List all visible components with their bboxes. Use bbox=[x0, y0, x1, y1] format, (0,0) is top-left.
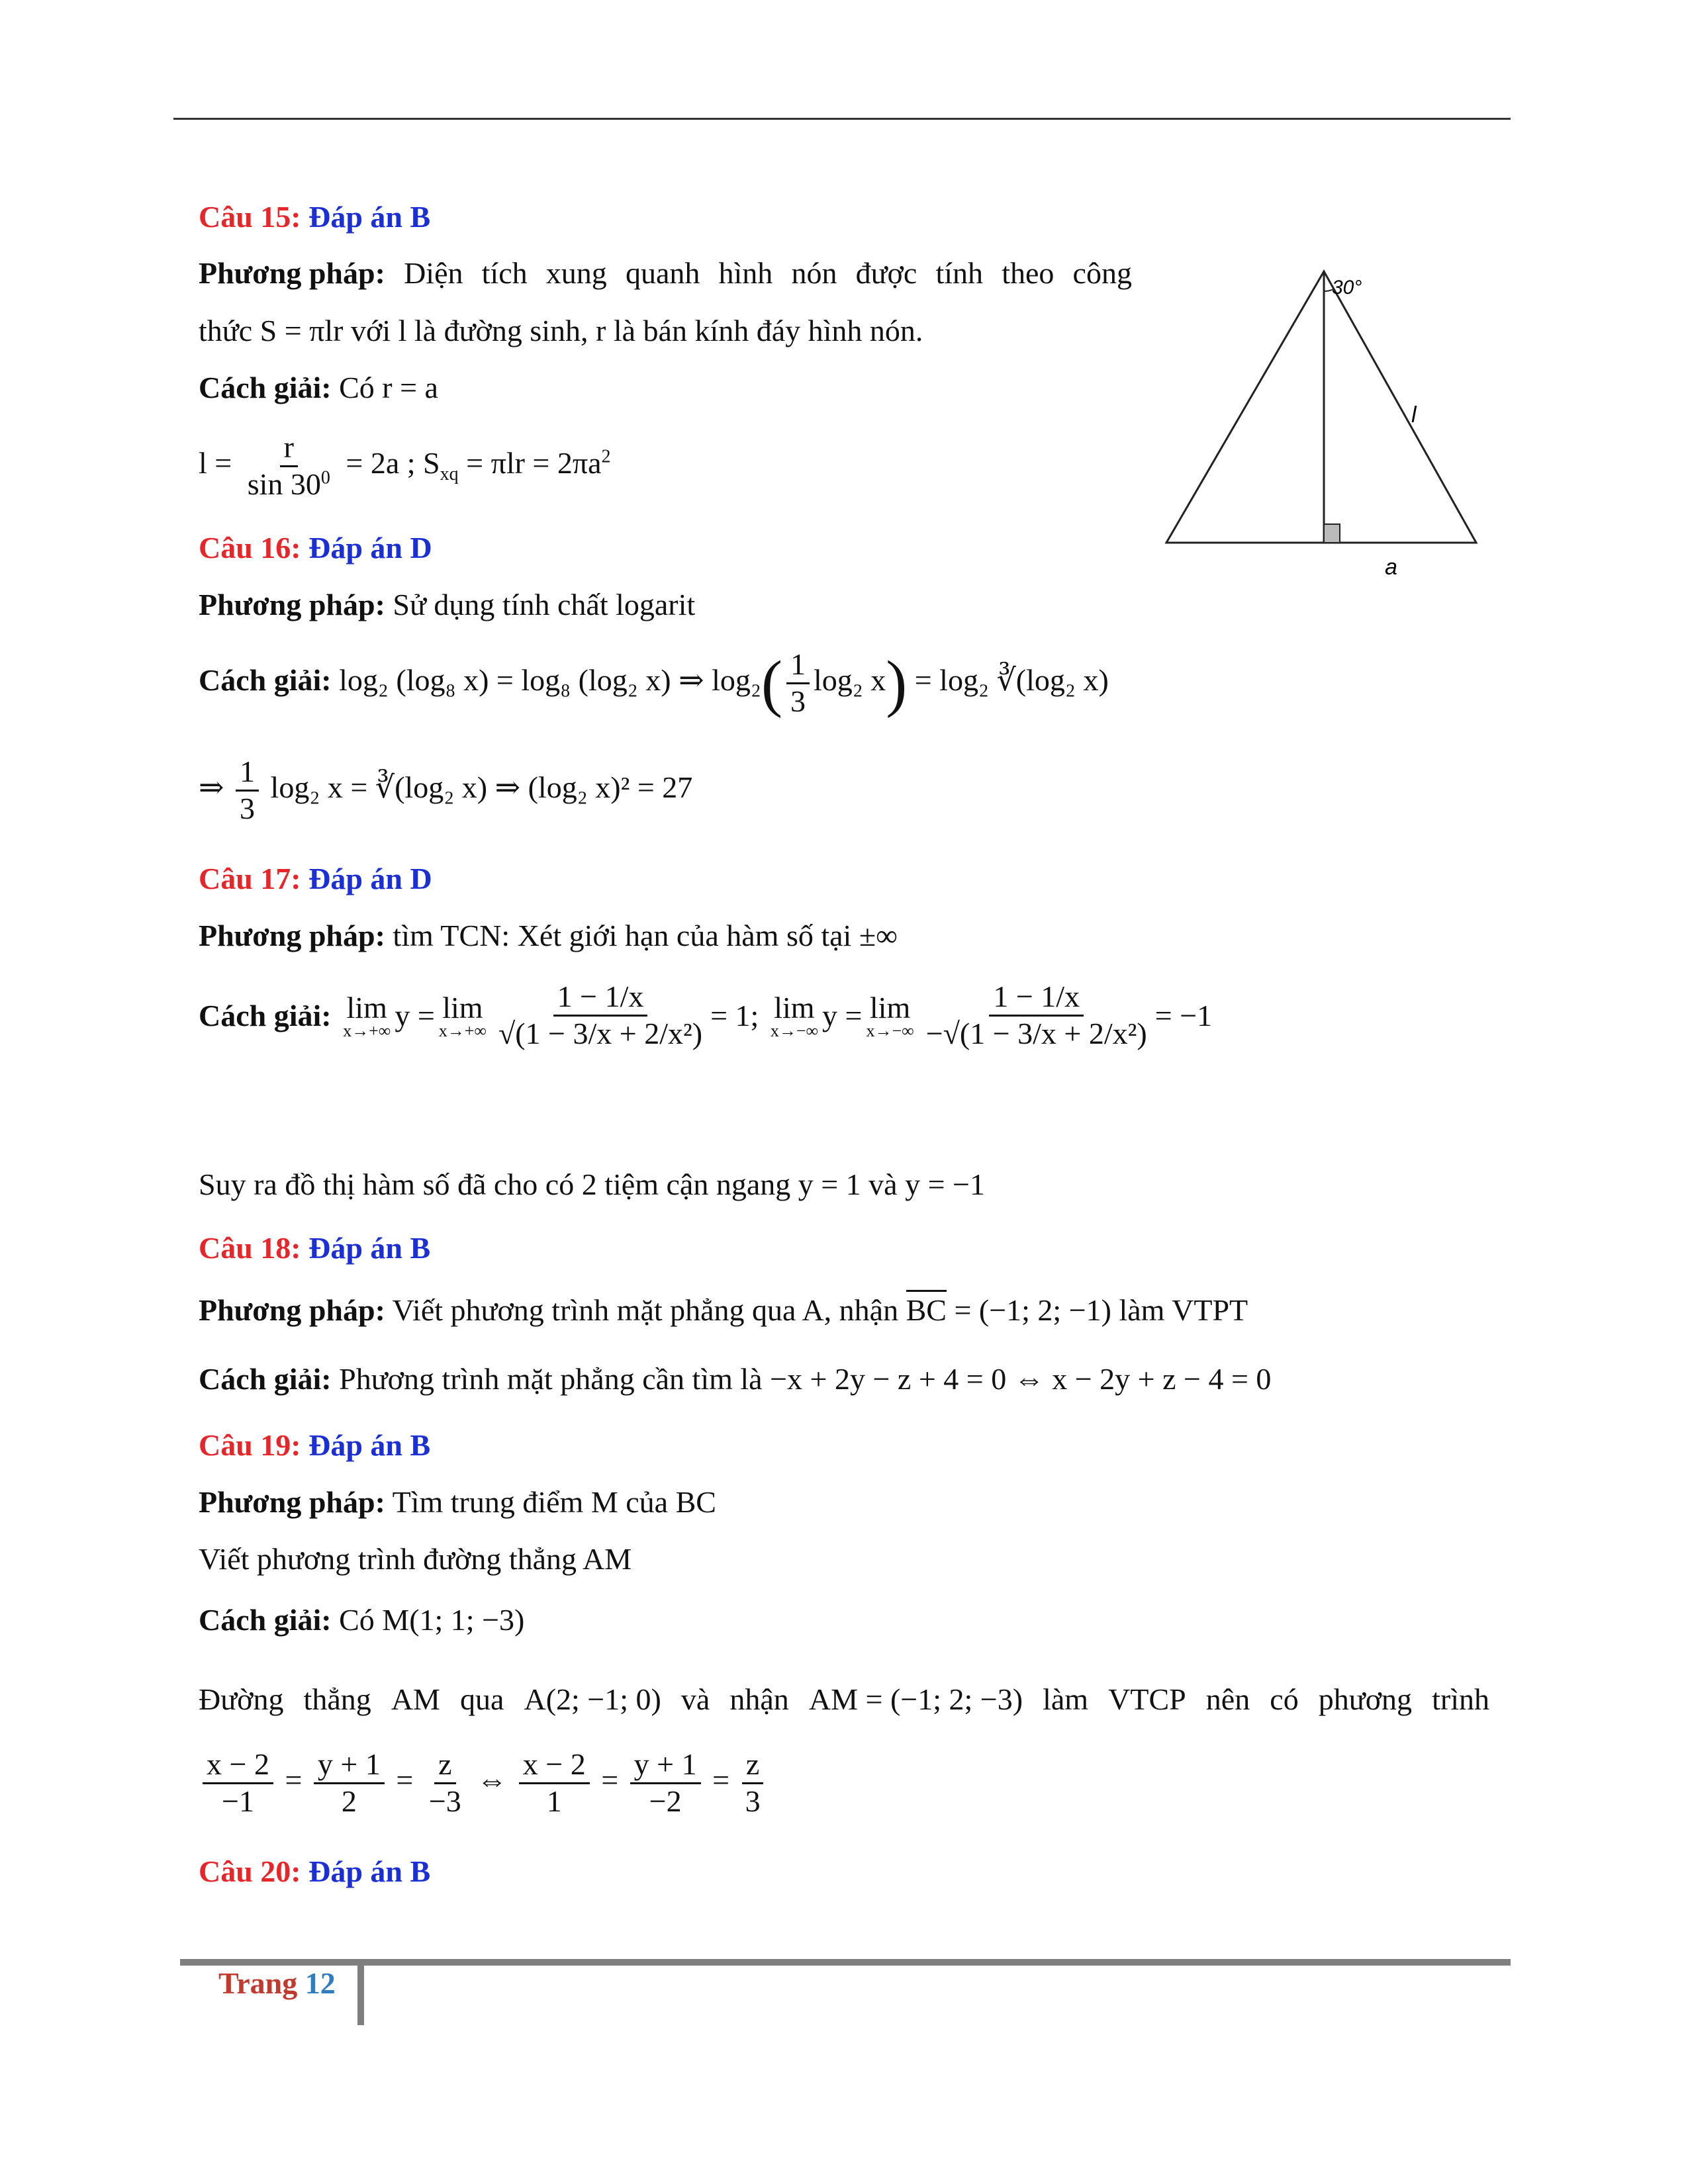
q18-solution: Cách giải: Phương trình mặt phẳng cần tìm là −x + 2y − z + 4 = 0 ⇔ x − 2y + z − 4 = 0 bbox=[199, 1362, 1272, 1396]
cone-figure bbox=[1152, 251, 1496, 589]
q19-heading: Câu 19: Đáp án B bbox=[199, 1428, 431, 1462]
footer-divider bbox=[357, 1963, 364, 2025]
q19-method: Phương pháp: Tìm trung điểm M của BC bbox=[199, 1485, 716, 1519]
q19-line-equation: $\frac{x - 2}{-1}$ = $\frac{y + 1}{2}$ = $\frac{z}{-3}$ ⇔ $\frac{x - 2}{1}$ = $\frac{y + 1}{-2}$ = $\frac{z}{3}$ bbox=[199, 1747, 769, 1819]
cone-triangle bbox=[1166, 271, 1476, 543]
q15-heading: Câu 15: Đáp án B bbox=[199, 200, 431, 234]
q19-line-statement: Đường thẳng AM qua A(2; −1; 0) và nhận AM = (−1; 2; −3) làm VTCP nên có phương trình bbox=[199, 1682, 1489, 1716]
right-angle-mark bbox=[1324, 524, 1340, 543]
q15-method-line2: thức S = πlr với l là đường sinh, r là bán kính đáy hình nón. bbox=[199, 314, 923, 347]
header-rule bbox=[173, 118, 1511, 120]
footer-rule bbox=[180, 1959, 1511, 1966]
base-label: a bbox=[1385, 555, 1397, 580]
q15-method-line1: Phương pháp: Diện tích xung quanh hình nón được tính theo công bbox=[199, 256, 1132, 290]
q19-solution: Cách giải: Có M(1; 1; −3) bbox=[199, 1603, 525, 1637]
q16-method: Phương pháp: Sử dụng tính chất logarit bbox=[199, 588, 696, 621]
q18-heading: Câu 18: Đáp án B bbox=[199, 1231, 431, 1265]
angle-label: 30° bbox=[1332, 277, 1362, 298]
q17-solution: Cách giải: lim x→+∞ y = lim x→+∞ $\frac{1 - 1/x}{\text{√(1 − 3/x + 2/x²)}}$ = 1; lim x→−∞ y = lim x→−∞ $\frac{1 - 1/x}{\text{−√(1 − 3/x + 2/x²)}}$ = −1 bbox=[199, 979, 1213, 1050]
q15-solution: Cách giải: Có r = a bbox=[199, 371, 438, 404]
q20-heading: Câu 20: Đáp án B bbox=[199, 1854, 431, 1888]
slant-label: l bbox=[1411, 402, 1417, 428]
q17-heading: Câu 17: Đáp án D bbox=[199, 862, 432, 895]
q18-method: Phương pháp: Viết phương trình mặt phẳng qua A, nhận BC = (−1; 2; −1) làm VTPT bbox=[199, 1292, 1248, 1328]
q16-heading: Câu 16: Đáp án D bbox=[199, 531, 432, 565]
page-number: Trang 12 bbox=[218, 1966, 336, 2000]
q16-solution-line1: Cách giải: log₂ (log₈ x) = log₈ (log₂ x) ⇒ log₂( $\frac{1}{3}$ log₂ x) = log₂ ∛(log₂ x) bbox=[199, 647, 1109, 719]
q15-formula: l = $\frac{r}{\sin 30^0}$ = 2a ; $S_{xq} = \pi lr = 2\pi a^2$ bbox=[199, 430, 611, 501]
q19-method-2: Viết phương trình đường thẳng AM bbox=[199, 1542, 632, 1576]
q17-conclusion: Suy ra đồ thị hàm số đã cho có 2 tiệm cận ngang y = 1 và y = −1 bbox=[199, 1167, 985, 1201]
q17-method: Phương pháp: tìm TCN: Xét giới hạn của hàm số tại ±∞ bbox=[199, 919, 898, 952]
q16-solution-line2: ⇒ $\frac{1}{3}$ log₂ x = ∛(log₂ x) ⇒ (log₂ x)² = 27 bbox=[199, 754, 693, 825]
